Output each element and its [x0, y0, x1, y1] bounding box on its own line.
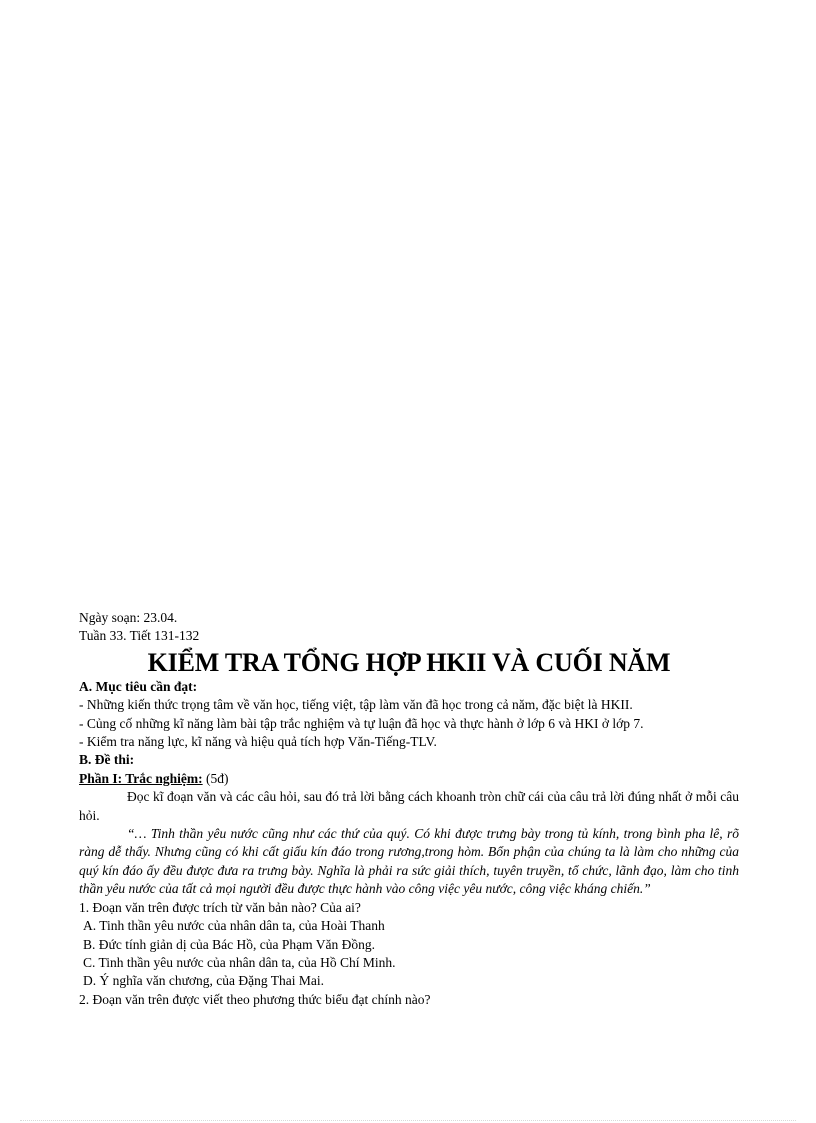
- section-a-heading: A. Mục tiêu cần đạt:: [79, 678, 198, 694]
- document-body: [79, 609, 739, 1009]
- objective-item: - Củng cố những kĩ năng làm bài tập trắc nghiệm và tự luận đã học và thực hành ở lớp 6 và HKI ở lớp 7.: [79, 715, 644, 731]
- section-b-heading: B. Đề thi:: [79, 752, 135, 768]
- reading-passage: “… Tinh thần yêu nước cũng như các thứ của quý. Có khi được trưng bày trong tủ kính, trong bình pha lê, rõ ràng dễ thấy. Nhưng cũng có khi cất giấu kín đáo trong rương,trong hòm. Bổn phận của chúng ta là làm cho những của quý kín đáo ấy đều được đưa ra trưng bày. Nghĩa là phải ra sức giải thích, tuyên truyền, tổ chức, lãnh đạo, làm cho tinh thần yêu nước của tất cả mọi người đều được thực hành vào công việc yêu nước, công việc kháng chiến.”: [79, 826, 739, 897]
- objective-item: - Những kiến thức trọng tâm về văn học, tiếng việt, tập làm văn đã học trong cả năm, đặc biệt là HKII.: [79, 697, 633, 713]
- question-1: 1. Đoạn văn trên được trích từ văn bản nào? Của ai?: [79, 899, 361, 915]
- page-bottom-divider: [20, 1120, 796, 1121]
- date-line: Ngày soạn: 23.04.: [79, 610, 178, 625]
- week-line: Tuần 33. Tiết 131-132: [79, 628, 200, 644]
- part1-points: (5đ): [202, 770, 229, 786]
- option-c: C. Tinh thần yêu nước của nhân dân ta, của Hồ Chí Minh.: [83, 954, 396, 970]
- page-title: KIỂM TRA TỔNG HỢP HKII VÀ CUỐI NĂM: [147, 647, 671, 677]
- part1-label: Phần I: Trắc nghiệm:: [79, 770, 203, 786]
- instruction-text: Đọc kĩ đoạn văn và các câu hỏi, sau đó trả lời bằng cách khoanh tròn chữ cái của câu trả lời đúng nhất ở mỗi câu hỏi.: [79, 789, 739, 823]
- option-d: D. Ý nghĩa văn chương, của Đặng Thai Mai.: [83, 973, 325, 989]
- option-a: A. Tinh thần yêu nước của nhân dân ta, của Hoài Thanh: [83, 918, 385, 934]
- option-b: B. Đức tính giản dị của Bác Hồ, của Phạm Văn Đồng.: [83, 936, 376, 952]
- question-2: 2. Đoạn văn trên được viết theo phương thức biểu đạt chính nào?: [79, 991, 431, 1007]
- objective-item: - Kiểm tra năng lực, kĩ năng và hiệu quả tích hợp Văn-Tiếng-TLV.: [79, 734, 437, 750]
- part1-heading: [79, 770, 739, 788]
